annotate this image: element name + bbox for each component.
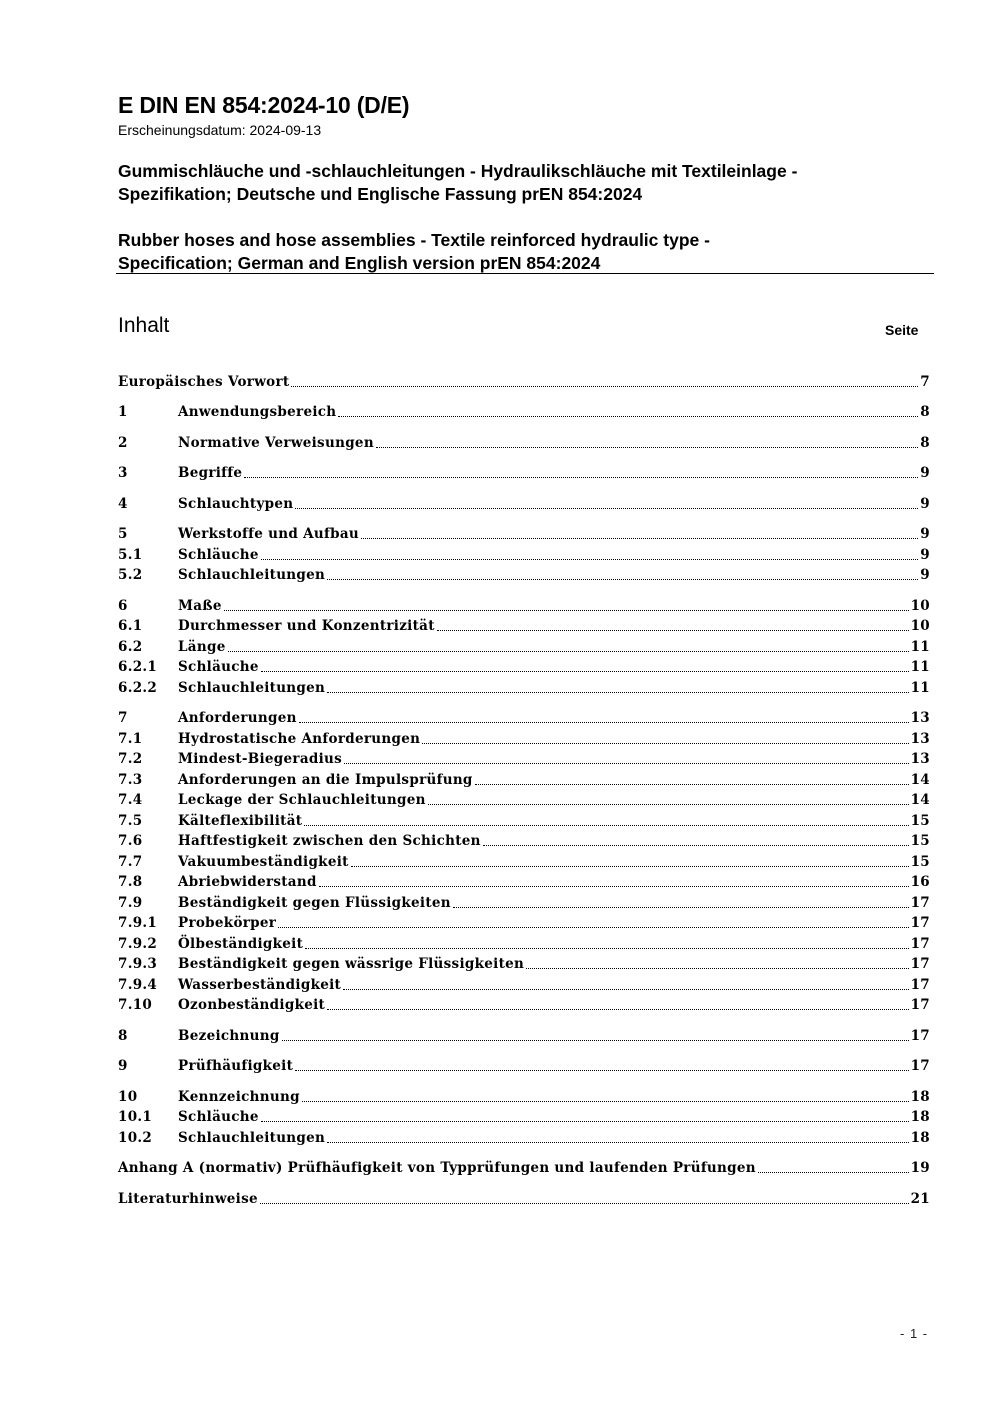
toc-entry-title: Anforderungen an die Impulsprüfung xyxy=(178,772,473,788)
toc-entry[interactable] xyxy=(118,595,930,615)
toc-leader-dots xyxy=(376,447,918,448)
toc-entry[interactable] xyxy=(118,912,930,932)
toc-entry-title: Schläuche xyxy=(178,1109,259,1125)
toc-entry-title: Anwendungsbereich xyxy=(178,404,337,420)
toc-leader-dots xyxy=(260,1203,909,1204)
toc-entry-number: 2 xyxy=(118,435,128,451)
toc-heading: Inhalt xyxy=(118,314,170,337)
toc-entry-page: 14 xyxy=(910,772,930,788)
toc-entry[interactable] xyxy=(118,1055,930,1075)
toc-entry[interactable] xyxy=(118,933,930,953)
toc-entry[interactable] xyxy=(118,1025,930,1045)
toc-entry-title: Europäisches Vorwort xyxy=(118,374,290,390)
toc-leader-dots xyxy=(483,845,909,846)
title-english-line-1: Rubber hoses and hose assemblies - Textile reinforced hydraulic type - xyxy=(118,230,710,250)
toc-entry-title: Beständigkeit gegen Flüssigkeiten xyxy=(178,895,451,911)
toc-entry[interactable] xyxy=(118,615,930,635)
toc-entry[interactable] xyxy=(118,810,930,830)
toc-entry-number: 10.1 xyxy=(118,1109,153,1125)
toc-entry-page: 9 xyxy=(920,567,930,583)
toc-entry-title: Ozonbeständigkeit xyxy=(178,997,326,1013)
toc-entry-number: 7.5 xyxy=(118,813,143,829)
toc-entry-title: Länge xyxy=(178,639,226,655)
toc-leader-dots xyxy=(327,579,918,580)
toc-entry[interactable] xyxy=(118,1127,930,1147)
toc-leader-dots xyxy=(295,1070,908,1071)
toc-leader-dots xyxy=(344,763,909,764)
toc-entry[interactable] xyxy=(118,728,930,748)
toc-entry-title: Anforderungen xyxy=(178,710,297,726)
toc-entry-title: Prüfhäufigkeit xyxy=(178,1058,294,1074)
toc-entry[interactable] xyxy=(118,953,930,973)
toc-entry[interactable] xyxy=(118,851,930,871)
toc-leader-dots xyxy=(327,1142,908,1143)
toc-leader-dots xyxy=(299,722,909,723)
toc-entry-page: 19 xyxy=(910,1160,930,1176)
toc-leader-dots xyxy=(343,989,909,990)
toc-entry-title: Mindest-Biegeradius xyxy=(178,751,343,767)
toc-entry-page: 13 xyxy=(910,710,930,726)
toc-entry-title: Schlauchleitungen xyxy=(178,567,326,583)
toc-entry-number: 7.10 xyxy=(118,997,153,1013)
toc-entry[interactable] xyxy=(118,1106,930,1126)
toc-entry-number: 7.9.2 xyxy=(118,936,158,952)
toc-leader-dots xyxy=(224,610,909,611)
toc-entry-title: Hydrostatische Anforderungen xyxy=(178,731,421,747)
title-english-line-2: Specification; German and English version prEN 854:2024 xyxy=(118,253,601,273)
toc-entry-title: Werkstoffe und Aufbau xyxy=(178,526,360,542)
toc-entry[interactable] xyxy=(118,871,930,891)
toc-entry-page: 17 xyxy=(910,1028,930,1044)
toc-entry-number: 7.9.4 xyxy=(118,977,158,993)
toc-leader-dots xyxy=(319,886,909,887)
toc-entry-title: Durchmesser und Konzentrizität xyxy=(178,618,435,634)
toc-entry-page: 10 xyxy=(910,598,930,614)
toc-entry[interactable] xyxy=(118,748,930,768)
toc-entry-number: 10.2 xyxy=(118,1130,153,1146)
toc-entry-title: Beständigkeit gegen wässrige Flüssigkeiten xyxy=(178,956,525,972)
toc-entry-number: 5 xyxy=(118,526,128,542)
toc-entry-title: Schlauchtypen xyxy=(178,496,294,512)
toc-entry-number: 4 xyxy=(118,496,128,512)
toc-entry-number: 6.1 xyxy=(118,618,143,634)
toc-entry-title: Ölbeständigkeit xyxy=(178,936,304,952)
toc-entry-page: 8 xyxy=(920,404,930,420)
toc-entry-page: 15 xyxy=(910,813,930,829)
toc-entry[interactable] xyxy=(118,1188,930,1208)
toc-entry-page: 17 xyxy=(910,915,930,931)
toc-entry-page: 18 xyxy=(910,1130,930,1146)
toc-entry-number: 7.4 xyxy=(118,792,143,808)
toc-leader-dots xyxy=(261,1121,909,1122)
toc-entry-page: 11 xyxy=(910,659,930,675)
toc-entry-title: Haftfestigkeit zwischen den Schichten xyxy=(178,833,481,849)
toc-entry[interactable] xyxy=(118,769,930,789)
toc-entry[interactable] xyxy=(118,974,930,994)
title-german-line-2: Spezifikation; Deutsche und Englische Fassung prEN 854:2024 xyxy=(118,184,643,204)
toc-entry-page: 17 xyxy=(910,977,930,993)
toc-entry-page: 16 xyxy=(910,874,930,890)
toc-entry-number: 7.9.3 xyxy=(118,956,158,972)
toc-entry[interactable] xyxy=(118,462,930,482)
toc-entry-title: Normative Verweisungen xyxy=(178,435,374,451)
toc-entry-number: 7.9.1 xyxy=(118,915,158,931)
toc-entry-page: 17 xyxy=(910,1058,930,1074)
toc-entry-page: 18 xyxy=(910,1109,930,1125)
toc-entry-page: 8 xyxy=(920,435,930,451)
toc-entry-number: 7.6 xyxy=(118,833,143,849)
toc-entry-title: Kälteflexibilität xyxy=(178,813,303,829)
toc-entry-title: Maße xyxy=(178,598,222,614)
toc-leader-dots xyxy=(453,907,909,908)
toc-leader-dots xyxy=(302,1101,909,1102)
toc-leader-dots xyxy=(526,968,908,969)
toc-leader-dots xyxy=(437,630,909,631)
toc-entry-page: 17 xyxy=(910,956,930,972)
toc-entry-page: 17 xyxy=(910,936,930,952)
toc-entry[interactable] xyxy=(118,636,930,656)
toc-entry[interactable] xyxy=(118,994,930,1014)
toc-leader-dots xyxy=(475,784,909,785)
toc-entry[interactable] xyxy=(118,656,930,676)
toc-entry-number: 7.9 xyxy=(118,895,143,911)
toc-entry[interactable] xyxy=(118,523,930,543)
toc-entry-page: 15 xyxy=(910,833,930,849)
toc-entry-page: 17 xyxy=(910,895,930,911)
title-german xyxy=(118,160,918,206)
toc-leader-dots xyxy=(228,651,909,652)
toc-entry-title: Anhang A (normativ) Prüfhäufigkeit von Typprüfungen und laufenden Prüfungen xyxy=(118,1160,756,1176)
toc-entry-number: 5.1 xyxy=(118,547,143,563)
toc-leader-dots xyxy=(244,477,918,478)
toc-entry[interactable] xyxy=(118,371,930,391)
toc-entry-title: Schlauchleitungen xyxy=(178,1130,326,1146)
toc-entry-number: 7.7 xyxy=(118,854,143,870)
toc-entry-page: 9 xyxy=(920,465,930,481)
toc-entry-number: 3 xyxy=(118,465,128,481)
toc-leader-dots xyxy=(428,804,909,805)
toc-entry-title: Vakuumbeständigkeit xyxy=(178,854,349,870)
page-number: - 1 - xyxy=(900,1326,929,1341)
toc-entry-title: Wasserbeständigkeit xyxy=(178,977,342,993)
toc-entry-title: Schlauchleitungen xyxy=(178,680,326,696)
toc-entry[interactable] xyxy=(118,707,930,727)
publication-date: Erscheinungsdatum: 2024-09-13 xyxy=(118,122,322,138)
toc-entry[interactable] xyxy=(118,677,930,697)
toc-leader-dots xyxy=(327,692,908,693)
toc-entry-number: 1 xyxy=(118,404,128,420)
toc-leader-dots xyxy=(351,866,909,867)
toc-entry[interactable] xyxy=(118,493,930,513)
toc-entry[interactable] xyxy=(118,401,930,421)
toc-entry-page: 17 xyxy=(910,997,930,1013)
toc-entry-title: Probekörper xyxy=(178,915,277,931)
toc-entry[interactable] xyxy=(118,830,930,850)
toc-entry-page: 15 xyxy=(910,854,930,870)
toc-entry[interactable] xyxy=(118,544,930,564)
toc-entry-page: 9 xyxy=(920,547,930,563)
toc-entry-page: 14 xyxy=(910,792,930,808)
toc-leader-dots xyxy=(305,948,908,949)
toc-entry-number: 10 xyxy=(118,1089,138,1105)
toc-entry[interactable] xyxy=(118,789,930,809)
toc-entry-title: Bezeichnung xyxy=(178,1028,280,1044)
toc-entry-title: Abriebwiderstand xyxy=(178,874,317,890)
toc-entry-number: 7 xyxy=(118,710,128,726)
toc-entry-number: 7.8 xyxy=(118,874,143,890)
toc-entry-number: 7.2 xyxy=(118,751,143,767)
toc-leader-dots xyxy=(278,927,908,928)
toc-entry-page: 13 xyxy=(910,751,930,767)
toc-leader-dots xyxy=(422,743,908,744)
toc-entry-number: 5.2 xyxy=(118,567,143,583)
toc-entry-page: 10 xyxy=(910,618,930,634)
toc-entry-title: Leckage der Schlauchleitungen xyxy=(178,792,426,808)
toc-leader-dots xyxy=(295,508,918,509)
toc-entry-page: 11 xyxy=(910,639,930,655)
toc-entry-title: Literaturhinweise xyxy=(118,1191,258,1207)
toc-entry-number: 8 xyxy=(118,1028,128,1044)
toc-entry-page: 9 xyxy=(920,526,930,542)
toc-leader-dots xyxy=(758,1172,909,1173)
toc-entry-number: 6.2.1 xyxy=(118,659,158,675)
toc-entry-number: 7.1 xyxy=(118,731,143,747)
toc-entry[interactable] xyxy=(118,1157,930,1177)
toc-leader-dots xyxy=(304,825,908,826)
toc-entry-number: 6.2 xyxy=(118,639,143,655)
document-id: E DIN EN 854:2024-10 (D/E) xyxy=(118,92,410,118)
toc-entry[interactable] xyxy=(118,432,930,452)
title-divider xyxy=(116,273,934,274)
toc-entry-page: 7 xyxy=(920,374,930,390)
toc-leader-dots xyxy=(261,671,909,672)
toc-entry[interactable] xyxy=(118,564,930,584)
toc-leader-dots xyxy=(327,1009,909,1010)
toc-page-column-label: Seite xyxy=(885,322,919,338)
toc-leader-dots xyxy=(291,386,918,387)
toc-entry[interactable] xyxy=(118,892,930,912)
toc-entry-page: 21 xyxy=(910,1191,930,1207)
toc-entry[interactable] xyxy=(118,1086,930,1106)
toc-leader-dots xyxy=(282,1040,909,1041)
title-english xyxy=(118,229,918,275)
toc-leader-dots xyxy=(361,538,918,539)
toc-entry-number: 6.2.2 xyxy=(118,680,158,696)
toc-entry-title: Kennzeichnung xyxy=(178,1089,300,1105)
toc-leader-dots xyxy=(338,416,918,417)
toc-entry-page: 18 xyxy=(910,1089,930,1105)
toc-leader-dots xyxy=(261,559,918,560)
toc-entry-title: Schläuche xyxy=(178,547,259,563)
toc-entry-page: 9 xyxy=(920,496,930,512)
toc-entry-title: Schläuche xyxy=(178,659,259,675)
toc-entry-number: 6 xyxy=(118,598,128,614)
toc-entry-page: 13 xyxy=(910,731,930,747)
toc-entry-number: 7.3 xyxy=(118,772,143,788)
toc-entry-page: 11 xyxy=(910,680,930,696)
title-german-line-1: Gummischläuche und -schlauchleitungen - Hydraulikschläuche mit Textileinlage - xyxy=(118,161,798,181)
toc-entry-title: Begriffe xyxy=(178,465,243,481)
toc-entry-number: 9 xyxy=(118,1058,128,1074)
